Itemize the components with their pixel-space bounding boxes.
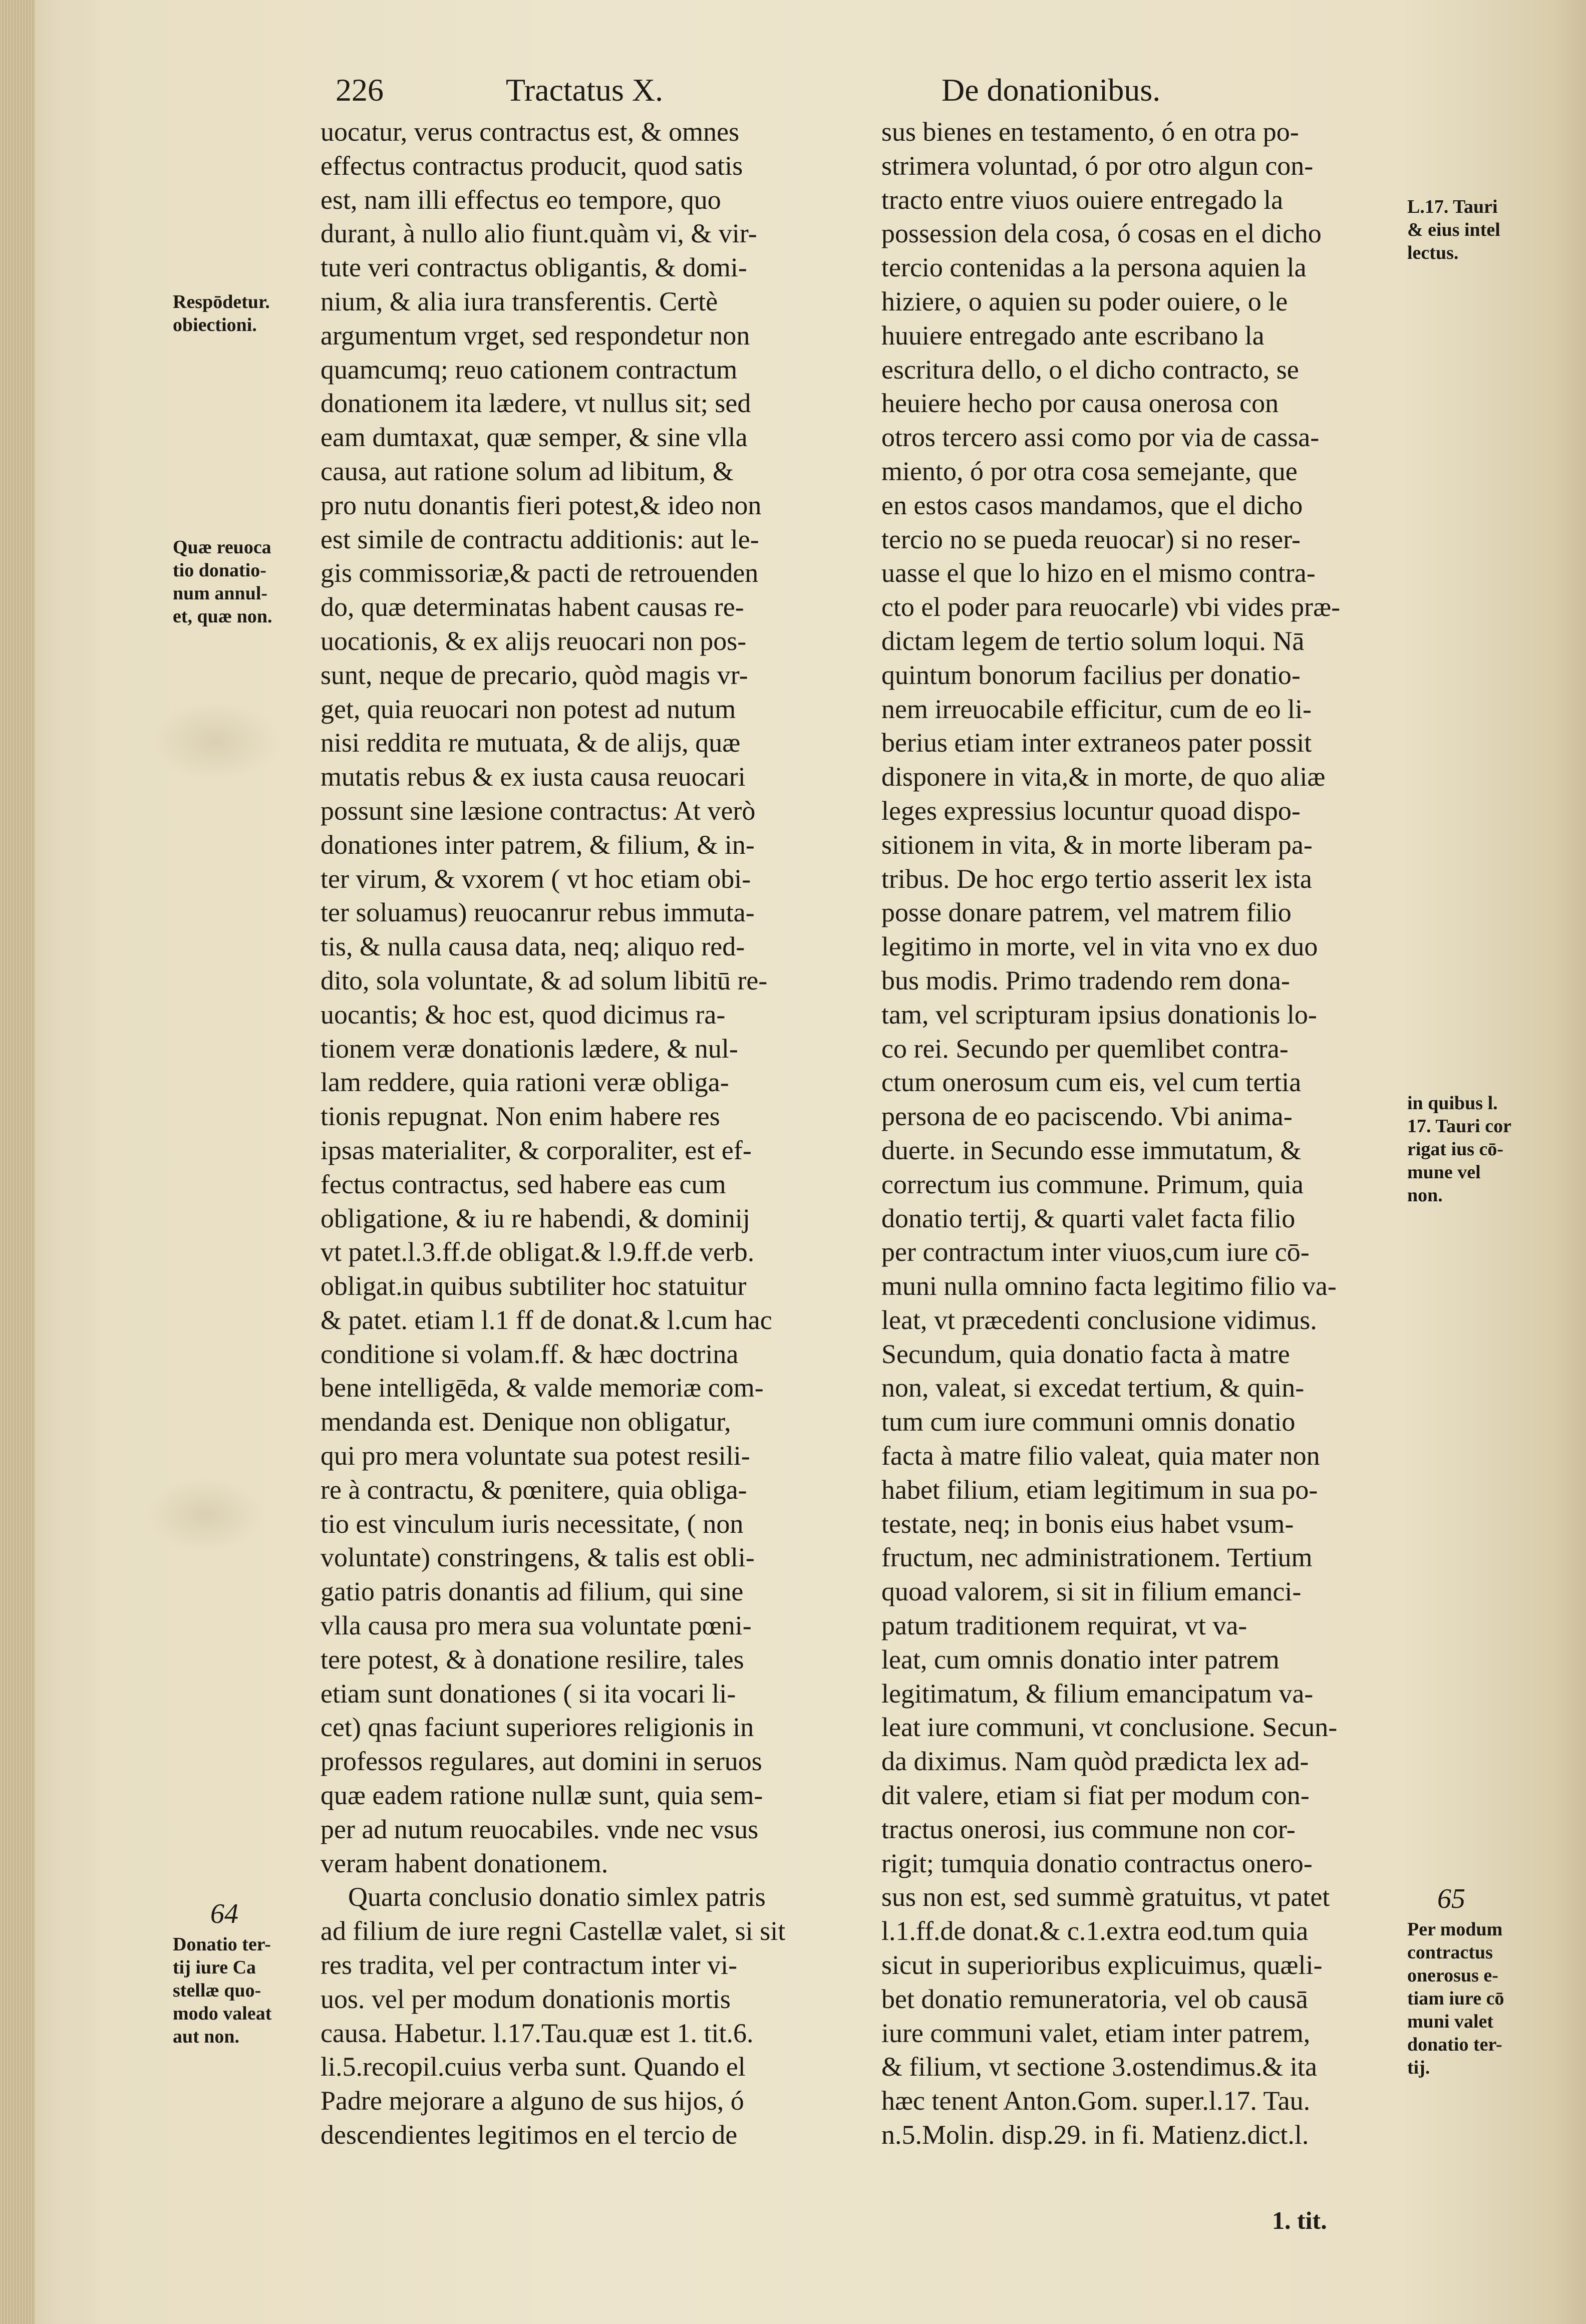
text-line: donationes inter patrem, & filium, & in- bbox=[321, 829, 755, 860]
text-line: ad filium de iure regni Castellæ valet, si sit bbox=[321, 1916, 786, 1946]
text-line: causa, aut ratione solum ad libitum, & bbox=[321, 456, 734, 486]
text-line: possession dela cosa, ó cosas en el dicho bbox=[881, 218, 1322, 249]
text-line: nium, & alia iura transferentis. Certè bbox=[321, 286, 718, 316]
text-line: Secundum, quia donatio facta à matre bbox=[881, 1339, 1290, 1369]
text-line: professos regulares, aut domini in seruos bbox=[321, 1746, 762, 1777]
paper-stain bbox=[150, 701, 280, 781]
text-line: donationem ita lædere, vt nullus sit; sed bbox=[321, 388, 751, 419]
text-line: tractus onerosi, ius commune non cor- bbox=[881, 1814, 1296, 1844]
margin-note-line: donatio ter- bbox=[1407, 2034, 1502, 2055]
section-number-64: 64 bbox=[210, 1898, 238, 1929]
text-line: re à contractu, & pœnitere, quia obliga- bbox=[321, 1474, 747, 1505]
text-line: ipsas materialiter, & corporaliter, est ef- bbox=[321, 1135, 752, 1165]
running-title-subject: De donationibus. bbox=[941, 72, 1161, 108]
right-margin-section-number bbox=[1437, 1883, 1586, 1914]
text-line: get, quia reuocari non potest ad nutum bbox=[321, 694, 736, 724]
text-line: dito, sola voluntate, & ad solum libitū re- bbox=[321, 965, 768, 995]
text-line: tio est vinculum iuris necessitate, ( non bbox=[321, 1508, 744, 1539]
text-line: tum cum iure communi omnis donatio bbox=[881, 1407, 1296, 1437]
text-line: habet filium, etiam legitimum in sua po- bbox=[881, 1474, 1318, 1505]
text-line: lam reddere, quia rationi veræ obliga- bbox=[321, 1067, 729, 1098]
text-line: Padre mejorare a alguno de sus hijos, ó bbox=[321, 2086, 744, 2116]
margin-note-line: tij iure Ca bbox=[173, 1957, 256, 1978]
text-line: & patet. etiam l.1 ff de donat.& l.cum hac bbox=[321, 1304, 772, 1335]
text-line: legitimatum, & filium emancipatum va- bbox=[881, 1678, 1314, 1709]
text-line: tere potest, & à donatione resilire, tales bbox=[321, 1644, 744, 1675]
text-line: bene intelligēda, & valde memoriæ com- bbox=[321, 1373, 764, 1403]
text-line: facta à matre filio valeat, quia mater non bbox=[881, 1441, 1320, 1471]
text-line: leat iure communi, vt conclusione. Secun- bbox=[881, 1712, 1338, 1743]
text-line: voluntate) constringens, & talis est obli- bbox=[321, 1542, 755, 1573]
text-line: persona de eo paciscendo. Vbi anima- bbox=[881, 1101, 1293, 1132]
text-line: leges expressius locuntur quoad dispo- bbox=[881, 795, 1301, 826]
text-line: strimera voluntad, ó por otro algun con- bbox=[881, 150, 1314, 181]
text-line: leat, vt præcedenti conclusione vidimus. bbox=[881, 1304, 1317, 1335]
text-line: res tradita, vel per contractum inter vi- bbox=[321, 1950, 738, 1980]
margin-note-line: & eius intel bbox=[1407, 219, 1500, 240]
text-line: est simile de contractu additionis: aut le- bbox=[321, 524, 759, 554]
text-line: duerte. in Secundo esse immutatum, & bbox=[881, 1135, 1302, 1165]
text-line: durant, à nullo alio fiunt.quàm vi, & vir- bbox=[321, 218, 757, 249]
text-line: mutatis rebus & ex iusta causa reuocari bbox=[321, 762, 746, 792]
text-line: etiam sunt donationes ( si ita vocari li- bbox=[321, 1678, 736, 1709]
margin-note-line: lectus. bbox=[1407, 242, 1459, 263]
left-margin-note-donatio bbox=[173, 1933, 318, 2048]
margin-note-line: tiam iure cō bbox=[1407, 1988, 1504, 2009]
left-margin-section-number bbox=[210, 1898, 356, 1929]
text-line: & filium, vt sectione 3.ostendimus.& ita bbox=[881, 2052, 1317, 2082]
text-line: testate, neq; in bonis eius habet vsum- bbox=[881, 1508, 1294, 1539]
text-line: tercio no se pueda reuocar) si no reser- bbox=[881, 524, 1301, 554]
text-line: tracto entre viuos ouiere entregado la bbox=[881, 184, 1284, 215]
margin-note-line: Respōdetur. bbox=[173, 291, 270, 312]
margin-note-line: contractus bbox=[1407, 1942, 1493, 1963]
text-line: descendientes legitimos en el tercio de bbox=[321, 2120, 738, 2150]
paper-stain bbox=[145, 1477, 265, 1552]
text-line: uocationis, & ex alijs reuocari non pos- bbox=[321, 625, 747, 656]
text-line: sus non est, sed summè gratuitus, vt patet bbox=[881, 1882, 1330, 1912]
text-line: en estos casos mandamos, que el dicho bbox=[881, 490, 1303, 520]
text-line: effectus contractus producit, quod satis bbox=[321, 150, 743, 181]
left-margin-note-reuocatio bbox=[173, 536, 318, 628]
text-line: vt patet.l.3.ff.de obligat.& l.9.ff.de verb. bbox=[321, 1237, 755, 1267]
text-line: dit valere, etiam si fiat per modum con- bbox=[881, 1780, 1310, 1811]
right-margin-note-per-modum bbox=[1407, 1918, 1567, 2079]
margin-note-line: non. bbox=[1407, 1185, 1443, 1206]
margin-note-line: Per modum bbox=[1407, 1919, 1503, 1940]
text-line: bus modis. Primo tradendo rem dona- bbox=[881, 965, 1290, 995]
text-line: fructum, nec administrationem. Tertium bbox=[881, 1542, 1313, 1573]
text-line: obligatione, & iu re habendi, & dominij bbox=[321, 1203, 750, 1233]
text-line: sicut in superioribus explicuimus, quæli- bbox=[881, 1950, 1323, 1980]
text-line: berius etiam inter extraneos pater possit bbox=[881, 728, 1312, 758]
text-line: sitionem in vita, & in morte liberam pa- bbox=[881, 829, 1313, 860]
text-line: do, quæ determinatas habent causas re- bbox=[321, 592, 744, 622]
margin-note-line: obiectioni. bbox=[173, 314, 257, 336]
text-line: escritura dello, o el dicho contracto, se bbox=[881, 354, 1299, 385]
left-text-column bbox=[321, 115, 871, 2152]
text-line: nem irreuocabile efficitur, cum de eo li- bbox=[881, 694, 1312, 724]
text-line: uos. vel per modum donationis mortis bbox=[321, 1983, 731, 2014]
running-title-tractatus: Tractatus X. bbox=[506, 72, 664, 108]
margin-note-line: tij. bbox=[1407, 2057, 1430, 2078]
right-text-column bbox=[881, 115, 1402, 2152]
text-line: rigit; tumquia donatio contractus onero- bbox=[881, 1848, 1313, 1878]
text-line: per contractum inter viuos,cum iure cō- bbox=[881, 1237, 1310, 1267]
margin-note-line: onerosus e- bbox=[1407, 1965, 1498, 1986]
margin-note-line: aut non. bbox=[173, 2026, 240, 2047]
text-line: quæ eadem ratione nullæ sunt, quia sem- bbox=[321, 1780, 763, 1811]
page-binding-gutter bbox=[0, 0, 105, 2324]
margin-note-line: rigat ius cō- bbox=[1407, 1139, 1504, 1160]
margin-note-line: Quæ reuoca bbox=[173, 537, 271, 558]
text-line: li.5.recopil.cuius verba sunt. Quando el bbox=[321, 2052, 746, 2082]
text-line: conditione si volam.ff. & hæc doctrina bbox=[321, 1339, 739, 1369]
text-line: vlla causa pro mera sua voluntate pœni- bbox=[321, 1610, 752, 1641]
text-line: patum traditionem requirat, vt va- bbox=[881, 1610, 1247, 1641]
text-line: uocantis; & hoc est, quod dicimus ra- bbox=[321, 999, 726, 1030]
text-line: dictam legem de tertio solum loqui. Nā bbox=[881, 625, 1305, 656]
text-line: tionis repugnat. Non enim habere res bbox=[321, 1101, 720, 1132]
margin-note-line: num annul- bbox=[173, 583, 268, 604]
text-line: tute veri contractus obligantis, & domi- bbox=[321, 252, 747, 283]
text-line: non, valeat, si excedat tertium, & quin- bbox=[881, 1373, 1305, 1403]
text-line: tis, & nulla causa data, neq; aliquo red- bbox=[321, 931, 745, 962]
margin-note-line: in quibus l. bbox=[1407, 1093, 1498, 1114]
text-line: uocatur, verus contractus est, & omnes bbox=[321, 117, 740, 147]
text-line: gis commissoriæ,& pacti de retrouenden bbox=[321, 558, 759, 588]
text-line: quoad valorem, si sit in filium emanci- bbox=[881, 1576, 1302, 1607]
text-line: possunt sine læsione contractus: At verò bbox=[321, 795, 756, 826]
margin-note-line: 17. Tauri cor bbox=[1407, 1116, 1511, 1137]
text-line: disponere in vita,& in morte, de quo aliæ bbox=[881, 762, 1326, 792]
text-line: ter soluamus) reuocanrur rebus immuta- bbox=[321, 897, 755, 928]
left-margin-note-respondetur bbox=[173, 290, 318, 337]
text-line: co rei. Secundo per quemlibet contra- bbox=[881, 1033, 1289, 1064]
text-line: pro nutu donantis fieri potest,& ideo non bbox=[321, 490, 762, 520]
margin-note-line: muni valet bbox=[1407, 2011, 1494, 2032]
margin-note-line: et, quæ non. bbox=[173, 606, 272, 627]
text-line: otros tercero assi como por via de cassa- bbox=[881, 422, 1320, 453]
text-line: ctum onerosum cum eis, vel cum tertia bbox=[881, 1067, 1302, 1098]
margin-note-line: L.17. Tauri bbox=[1407, 196, 1498, 217]
text-line: l.1.ff.de donat.& c.1.extra eod.tum quia bbox=[881, 1916, 1309, 1946]
text-line: posse donare patrem, vel matrem filio bbox=[881, 897, 1292, 928]
text-line: obligat.in quibus subtiliter hoc statuitur bbox=[321, 1271, 747, 1301]
text-line: Quarta conclusio donatio simlex patris bbox=[348, 1882, 766, 1912]
text-line: sunt, neque de precario, quòd magis vr- bbox=[321, 659, 748, 690]
text-line: muni nulla omnino facta legitimo filio va- bbox=[881, 1271, 1337, 1301]
text-line: da diximus. Nam quòd prædicta lex ad- bbox=[881, 1746, 1309, 1777]
text-line: qui pro mera voluntate sua potest resili- bbox=[321, 1441, 750, 1471]
text-line: causa. Habetur. l.17.Tau.quæ est 1. tit.6. bbox=[321, 2018, 754, 2048]
text-line: tribus. De hoc ergo tertio asserit lex ista bbox=[881, 863, 1312, 894]
margin-note-line: stellæ quo- bbox=[173, 1980, 261, 2001]
page-number: 226 bbox=[336, 72, 384, 108]
text-line: uasse el que lo hizo en el mismo contra- bbox=[881, 558, 1316, 588]
catchword: 1. tit. bbox=[1272, 2206, 1327, 2234]
page-edge-shading bbox=[0, 0, 35, 2324]
margin-note-line: tio donatio- bbox=[173, 560, 266, 581]
text-line: hæc tenent Anton.Gom. super.l.17. Tau. bbox=[881, 2086, 1311, 2116]
text-line: tionem veræ donationis lædere, & nul- bbox=[321, 1033, 738, 1064]
text-line: hiziere, o aquien su poder ouiere, o le bbox=[881, 286, 1288, 316]
text-line: eam dumtaxat, quæ semper, & sine vlla bbox=[321, 422, 748, 453]
right-margin-note-in-quibus bbox=[1407, 1092, 1567, 1207]
text-line: est, nam illi effectus eo tempore, quo bbox=[321, 184, 721, 215]
text-line: iure communi valet, etiam inter patrem, bbox=[881, 2018, 1311, 2048]
margin-note-line: modo valeat bbox=[173, 2003, 272, 2024]
section-number-65: 65 bbox=[1437, 1883, 1465, 1914]
text-line: nisi reddita re mutuata, & de alijs, quæ bbox=[321, 728, 741, 758]
text-line: sus bienes en testamento, ó en otra po- bbox=[881, 117, 1299, 147]
text-line: tam, vel scripturam ipsius donationis lo- bbox=[881, 999, 1317, 1030]
text-line: n.5.Molin. disp.29. in fi. Matienz.dict.l. bbox=[881, 2120, 1309, 2150]
text-line: veram habent donationem. bbox=[321, 1848, 608, 1878]
text-line: gatio patris donantis ad filium, qui sine bbox=[321, 1576, 744, 1607]
text-line: quamcumq; reuo cationem contractum bbox=[321, 354, 738, 385]
text-line: miento, ó por otra cosa semejante, que bbox=[881, 456, 1298, 486]
text-line: per ad nutum reuocabiles. vnde nec vsus bbox=[321, 1814, 759, 1844]
text-line: mendanda est. Denique non obligatur, bbox=[321, 1407, 731, 1437]
text-line: leat, cum omnis donatio inter patrem bbox=[881, 1644, 1280, 1675]
text-line: donatio tertij, & quarti valet facta filio bbox=[881, 1203, 1296, 1233]
text-line: legitimo in morte, vel in vita vno ex duo bbox=[881, 931, 1318, 962]
text-line: fectus contractus, sed habere eas cum bbox=[321, 1169, 726, 1199]
text-line: huuiere entregado ante escribano la bbox=[881, 320, 1264, 351]
right-margin-note-l17 bbox=[1407, 195, 1567, 264]
text-line: cet) qnas faciunt superiores religionis in bbox=[321, 1712, 754, 1743]
text-line: tercio contenidas a la persona aquien la bbox=[881, 252, 1307, 283]
text-line: heuiere hecho por causa onerosa con bbox=[881, 388, 1279, 419]
margin-note-line: Donatio ter- bbox=[173, 1934, 271, 1955]
text-line: quintum bonorum facilius per donatio- bbox=[881, 659, 1301, 690]
running-head bbox=[0, 70, 1586, 110]
text-line: bet donatio remuneratoria, vel ob causā bbox=[881, 1983, 1308, 2014]
text-line: cto el poder para reuocarle) vbi vides præ- bbox=[881, 592, 1341, 622]
text-line: correctum ius commune. Primum, quia bbox=[881, 1169, 1304, 1199]
text-line: ter virum, & vxorem ( vt hoc etiam obi- bbox=[321, 863, 751, 894]
margin-note-line: mune vel bbox=[1407, 1162, 1481, 1183]
text-line: argumentum vrget, sed respondetur non bbox=[321, 320, 750, 351]
